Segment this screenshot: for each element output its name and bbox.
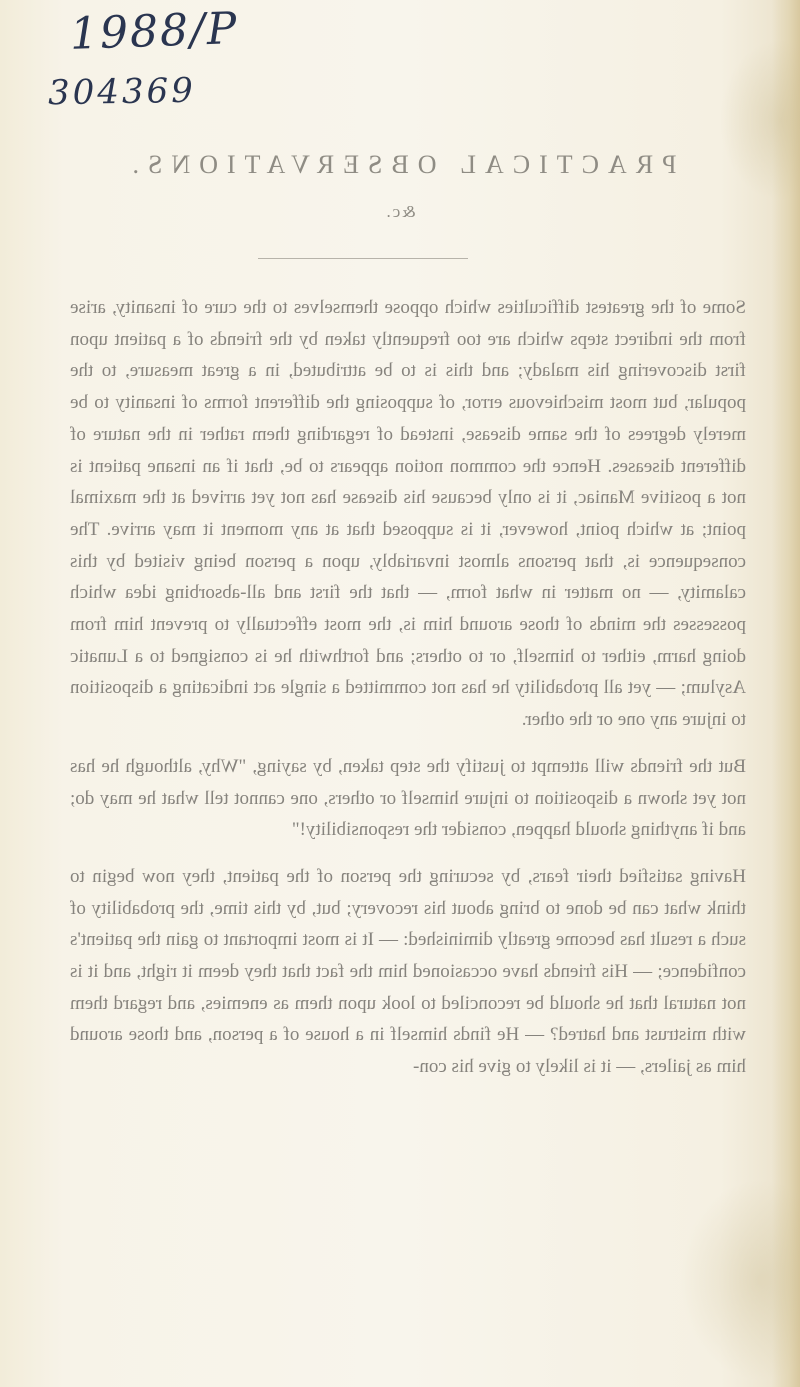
paragraph: Having satisfied their fears, by securing the person of the patient, they now begin to think what can be done to bring about his recovery; but, by this time, the probability of such a result has become greatly diminished: — It is most important to gain the patient's confidence; — His friends have occasioned him the fact that they deem it right, and it is not natural that he should be reconciled to look upon them as enemies, and regard them with mistrust and hatred? — He finds himself in a house of a person, and those around him as jailers, — it is likely to give his con- (70, 865, 746, 1078)
paragraph: But the friends will attempt to justify the step taken, by saying, "Why, although he has not yet shown a disposition to injure himself or others, one cannot tell what he may do; and if anything should happen, consider the responsibility!" (70, 755, 746, 841)
body-text (70, 292, 746, 1098)
paragraph: Some of the greatest difficulties which oppose themselves to the cure of insanity, arise from the indirect steps which are too frequently taken by the friends of a patient upon first discovering his malady; and this is to be attributed, in a great measure, to the popular, but most mischievous error, of supposing the different forms of insanity to be merely degrees of the same disease, instead of regarding them rather in the nature of different diseases. Hence the common notion appears to be, that if an insane patient is not a positive Maniac, it is only because his disease has not yet arrived at the maximal point; at which point, however, it is supposed that at any moment it may arrive. The consequence is, that persons almost invariably, upon a person being visited by this calamity, — no matter in what form, — that the first and all-absorbing idea which possesses the minds of those around him is, the most effectually to prevent him from doing harm, either to himself, or to others; and forthwith he is consigned to a Lunatic Asylum; — yet all probability he has not committed a single act indicating a disposition to injure any one or the other. (70, 297, 746, 731)
handwritten-number: 304369 (47, 70, 197, 114)
title-block (100, 150, 700, 222)
title-rule (258, 258, 468, 259)
page-title: PRACTICAL OBSERVATIONS. (123, 150, 677, 179)
page-edge (772, 0, 800, 1387)
handwritten-reference: 1988/P (69, 3, 240, 60)
page-subtitle: &c. (384, 202, 416, 221)
